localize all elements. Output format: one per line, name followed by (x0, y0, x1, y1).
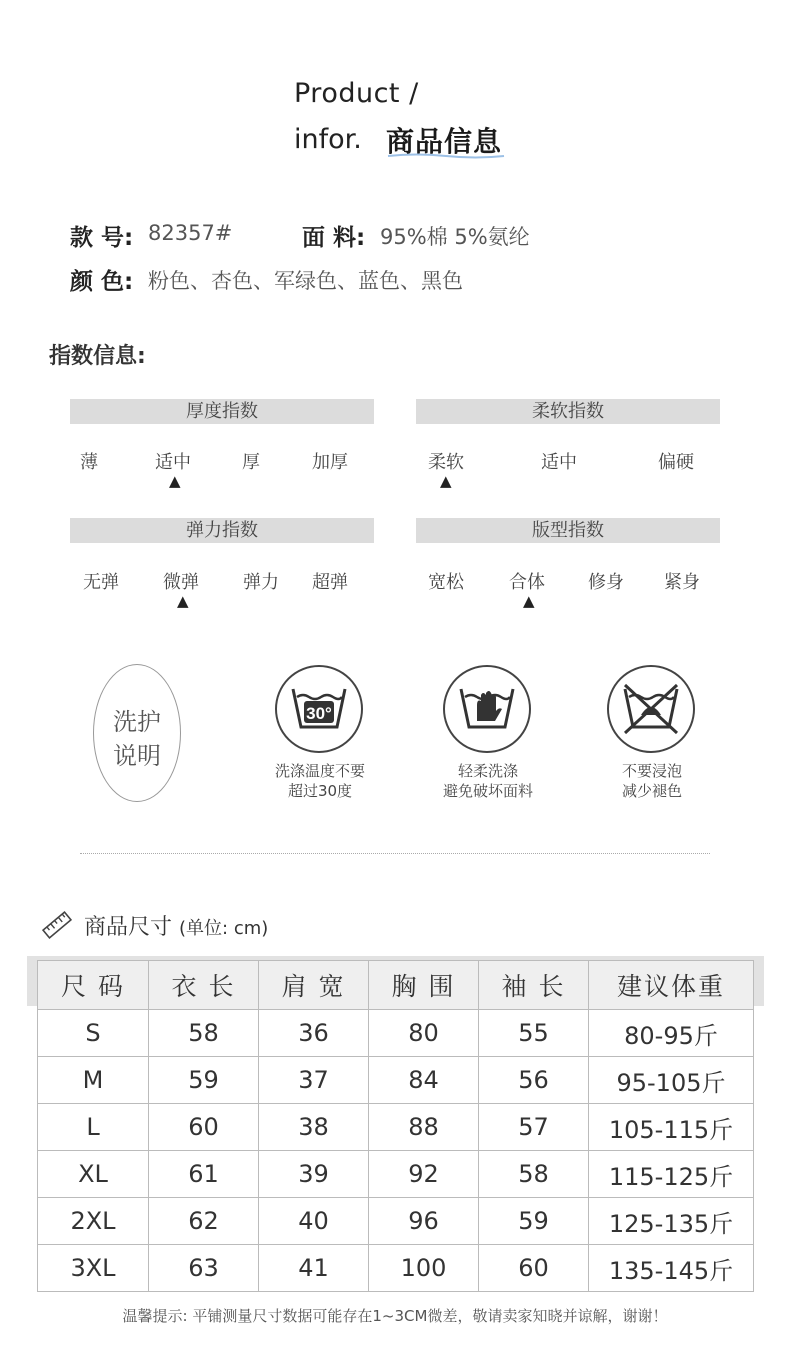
elasticity-option: 超弹 (312, 572, 348, 593)
elasticity-option: 无弹 (83, 572, 119, 593)
section-divider (80, 853, 710, 854)
size-table (37, 960, 754, 1292)
thickness-index-label: 厚度指数 (70, 399, 374, 424)
table-cell: 2XL (38, 1198, 149, 1245)
fit-option: 紧身 (664, 572, 700, 593)
care-text-line2: 超过30度 (287, 782, 353, 800)
care-text-line2: 减少褪色 (621, 782, 682, 800)
hand-wash-icon (443, 665, 531, 753)
thickness-option: 加厚 (312, 452, 348, 473)
table-cell: 41 (259, 1245, 369, 1292)
selected-marker-icon: ▲ (177, 592, 189, 610)
thickness-index (70, 399, 374, 490)
table-cell: 58 (479, 1151, 589, 1198)
table-cell: 125-135斤 (589, 1198, 754, 1245)
table-cell: 100 (369, 1245, 479, 1292)
column-header: 胸 围 (369, 961, 479, 1010)
table-cell: 80-95斤 (589, 1010, 754, 1057)
style-number-label: 款 号: (70, 225, 134, 251)
table-cell: S (38, 1010, 149, 1057)
table-cell: 59 (479, 1198, 589, 1245)
size-section-title (84, 910, 268, 941)
table-cell: 63 (149, 1245, 259, 1292)
table-cell: 58 (149, 1010, 259, 1057)
care-text-line2: 避免破坏面料 (442, 782, 533, 800)
title-underline-decoration (386, 152, 506, 160)
care-text-no-soak (587, 761, 717, 801)
column-header: 衣 长 (149, 961, 259, 1010)
table-cell: 55 (479, 1010, 589, 1057)
index-section-title: 指数信息: (49, 344, 146, 369)
table-header-row (38, 961, 754, 1010)
fabric-label: 面 料: (302, 225, 366, 251)
elasticity-option: 弹力 (243, 572, 279, 593)
softness-option: 适中 (541, 452, 577, 473)
column-header: 肩 宽 (259, 961, 369, 1010)
table-cell: 60 (479, 1245, 589, 1292)
softness-option: 偏硬 (658, 452, 694, 473)
table-cell: 57 (479, 1104, 589, 1151)
color-value: 粉色、杏色、军绿色、蓝色、黑色 (148, 269, 463, 293)
table-cell: 36 (259, 1010, 369, 1057)
table-cell: 96 (369, 1198, 479, 1245)
table-cell: XL (38, 1151, 149, 1198)
page-title: 商品信息 (386, 125, 503, 158)
thickness-option: 薄 (80, 452, 98, 473)
table-cell: 3XL (38, 1245, 149, 1292)
table-cell: 59 (149, 1057, 259, 1104)
fit-option: 修身 (588, 572, 624, 593)
thickness-option: 厚 (242, 452, 260, 473)
fit-option-selected: 合体 (509, 572, 545, 593)
title-english-line2: infor. (294, 124, 362, 155)
table-cell: 105-115斤 (589, 1104, 754, 1151)
column-header: 尺 码 (38, 961, 149, 1010)
table-row (38, 1104, 754, 1151)
column-header: 袖 长 (479, 961, 589, 1010)
fit-index-label: 版型指数 (416, 518, 720, 543)
table-cell: 39 (259, 1151, 369, 1198)
softness-option-selected: 柔软 (428, 452, 464, 473)
measurement-note: 温馨提示: 平铺测量尺寸数据可能存在1~3CM微差，敬请卖家知晓并谅解，谢谢！ (122, 1307, 668, 1325)
ruler-icon (42, 910, 72, 940)
table-row (38, 1245, 754, 1292)
fit-index (416, 518, 720, 610)
softness-index (416, 399, 720, 490)
table-cell: 62 (149, 1198, 259, 1245)
wash-temp-badge: 30° (306, 704, 332, 723)
table-cell: 40 (259, 1198, 369, 1245)
size-unit: (单位: cm) (179, 918, 269, 939)
table-cell: 95-105斤 (589, 1057, 754, 1104)
fabric-value: 95%棉 5%氨纶 (380, 225, 530, 249)
table-cell: M (38, 1057, 149, 1104)
column-header: 建议体重 (589, 961, 754, 1010)
wash-30-icon (275, 665, 363, 753)
table-row (38, 1010, 754, 1057)
care-instructions-badge (93, 664, 181, 802)
softness-index-label: 柔软指数 (416, 399, 720, 424)
table-cell: 115-125斤 (589, 1151, 754, 1198)
elasticity-option-selected: 微弹 (163, 572, 199, 593)
fit-option: 宽松 (428, 572, 464, 593)
table-row (38, 1057, 754, 1104)
care-text-line1: 不要浸泡 (621, 762, 682, 780)
care-text-line1: 轻柔洗涤 (457, 762, 518, 780)
selected-marker-icon: ▲ (440, 472, 452, 490)
table-cell: 37 (259, 1057, 369, 1104)
elasticity-index-label: 弹力指数 (70, 518, 374, 543)
title-english-line1: Product / (294, 78, 419, 109)
table-cell: 38 (259, 1104, 369, 1151)
no-soak-icon (607, 665, 695, 753)
elasticity-index (70, 518, 374, 610)
table-cell: 60 (149, 1104, 259, 1151)
care-text-line1: 洗涤温度不要 (274, 762, 365, 780)
table-row (38, 1198, 754, 1245)
table-cell: 135-145斤 (589, 1245, 754, 1292)
table-row (38, 1151, 754, 1198)
table-cell: 80 (369, 1010, 479, 1057)
table-cell: 84 (369, 1057, 479, 1104)
table-cell: 88 (369, 1104, 479, 1151)
table-cell: 61 (149, 1151, 259, 1198)
selected-marker-icon: ▲ (169, 472, 181, 490)
style-number-value: 82357# (148, 221, 233, 245)
care-title-line2: 说明 (113, 742, 161, 770)
care-text-wash-temp (255, 761, 385, 801)
color-label: 颜 色: (70, 269, 134, 295)
table-cell: 56 (479, 1057, 589, 1104)
table-cell: 92 (369, 1151, 479, 1198)
selected-marker-icon: ▲ (523, 592, 535, 610)
thickness-option-selected: 适中 (155, 452, 191, 473)
table-cell: L (38, 1104, 149, 1151)
care-title-line1: 洗护 (113, 708, 161, 736)
care-text-hand-wash (423, 761, 553, 801)
size-title-text: 商品尺寸 (84, 915, 173, 940)
